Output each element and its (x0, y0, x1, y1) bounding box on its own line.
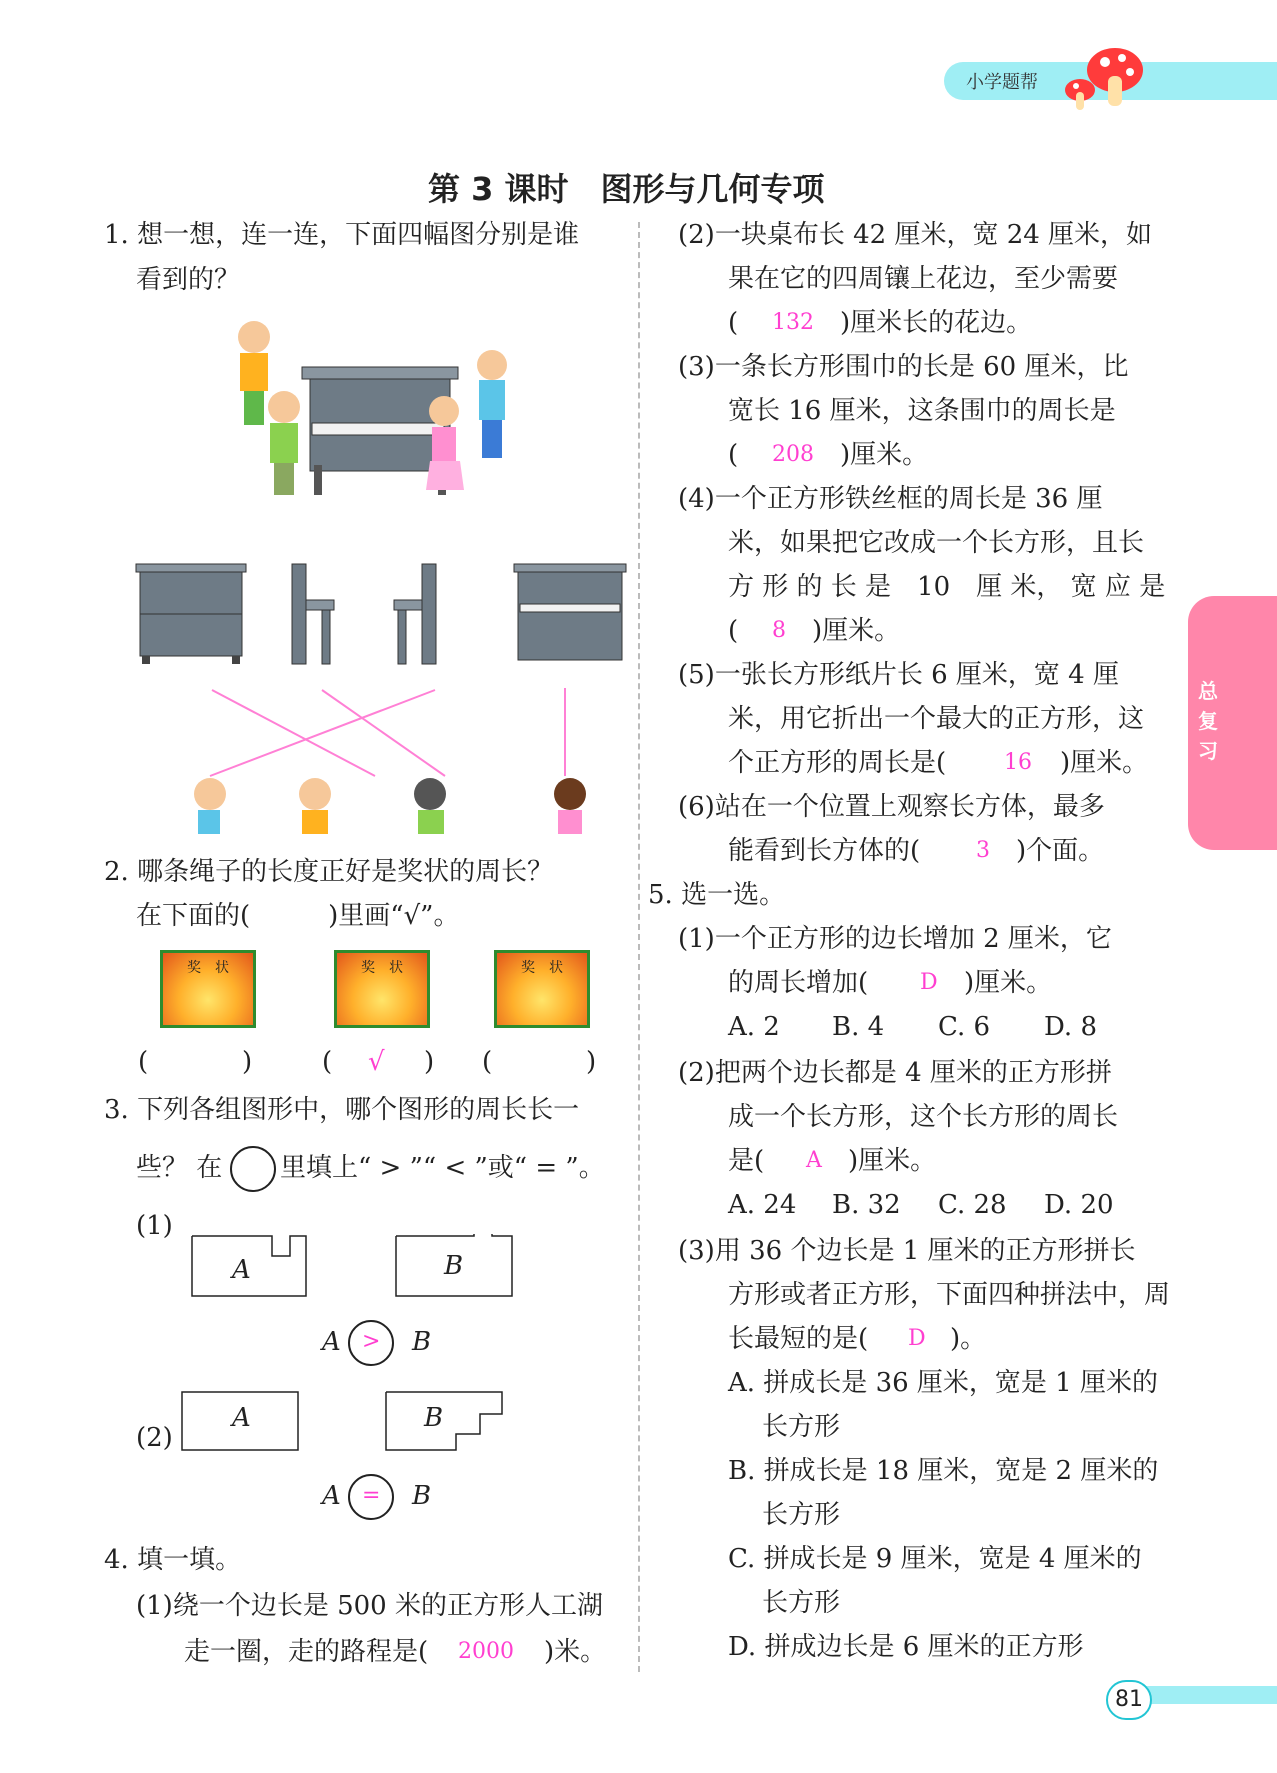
view-keyboard (514, 564, 626, 660)
q3-sub1-compare-a: A (322, 1327, 341, 1357)
q3-sub2-compare-b: B (412, 1481, 432, 1511)
q5-3-option-c-line2: 长方形 (762, 1588, 841, 1618)
q5-3-line3a: 长最短的是( (728, 1324, 869, 1354)
q5-1-line2b: )厘米。 (964, 968, 1053, 998)
q3-sub2-shape-a: A (232, 1403, 251, 1433)
q3-sub1-answer: > (362, 1329, 381, 1354)
q4-6-answer: 3 (976, 838, 990, 863)
q2-paren-1-open: ( (138, 1047, 149, 1077)
q4-6-line1: (6)站在一个位置上观察长方体，最多 (678, 792, 1105, 822)
q4-5-line1: (5)一张长方形纸片长 6 厘米，宽 4 厘 (678, 660, 1119, 690)
q4-3-line3b: )厘米。 (840, 440, 929, 470)
q2-paren-2-open: ( (322, 1047, 333, 1077)
page-number: 81 (1106, 1680, 1152, 1720)
q4-4-line3: 方 形 的 长 是 10 厘 米， 宽 应 是 (728, 572, 1166, 602)
q5-heading: 5. 选一选。 (648, 880, 786, 910)
q4-2-line3b: )厘米长的花边。 (840, 308, 1033, 338)
q3-sub2-shape-b: B (424, 1403, 444, 1433)
q2-paren-3-close: ) (586, 1047, 597, 1077)
q5-2-option-d: D. 20 (1044, 1190, 1114, 1220)
q3-line2b: 里填上“ > ”“ < ”或“ = ”。 (280, 1153, 605, 1183)
q3-sub2-compare-a: A (322, 1481, 341, 1511)
q4-5-line2: 米，用它折出一个最大的正方形，这 (728, 704, 1145, 734)
side-tab-label: 总复习 (1198, 679, 1218, 763)
q4-3-answer: 208 (772, 442, 814, 467)
q5-1-option-b: B. 4 (832, 1012, 885, 1042)
q4-1-line2b: )米。 (544, 1637, 607, 1667)
piano-views (132, 560, 632, 690)
q5-1-option-c: C. 6 (938, 1012, 991, 1042)
q4-3-line3a: ( (728, 440, 739, 470)
q3-sub1-compare-b: B (412, 1327, 432, 1357)
q4-6-line2b: )个面。 (1016, 836, 1105, 866)
q5-2-line3a: 是( (728, 1146, 765, 1176)
header-label: 小学题帮 (966, 72, 1038, 93)
q5-3-option-c-line1: C. 拼成长是 9 厘米，宽是 4 厘米的 (728, 1544, 1142, 1574)
q4-heading: 4. 填一填。 (104, 1545, 242, 1575)
q1-line1: 1. 想一想，连一连，下面四幅图分别是谁 (104, 220, 580, 250)
q4-4-answer: 8 (772, 618, 786, 643)
q5-2-option-b: B. 32 (832, 1190, 901, 1220)
q4-4-line2: 米，如果把它改成一个长方形，且长 (728, 528, 1145, 558)
q2-line1: 2. 哪条绳子的长度正好是奖状的周长？ (104, 857, 554, 887)
q3-line1: 3. 下列各组图形中，哪个图形的周长长一 (104, 1095, 580, 1125)
q3-sub2-label: (2) (136, 1423, 173, 1453)
q5-3-line3b: )。 (950, 1324, 987, 1354)
q5-2-option-c: C. 28 (938, 1190, 1007, 1220)
q5-3-line1: (3)用 36 个边长是 1 厘米的正方形拼长 (678, 1236, 1136, 1266)
q4-1-line2a: 走一圈，走的路程是( (184, 1637, 429, 1667)
q5-3-answer: D (908, 1326, 926, 1351)
q5-2-line1: (2)把两个边长都是 4 厘米的正方形拼 (678, 1058, 1112, 1088)
q4-4-line4b: )厘米。 (812, 616, 901, 646)
certificate-3: 奖 状 (494, 950, 590, 1028)
certificate-1: 奖 状 (160, 950, 256, 1028)
q3-sub1-shape-a: A (232, 1255, 251, 1285)
q5-2-line2: 成一个长方形，这个长方形的周长 (728, 1102, 1119, 1132)
piano-scene-illustration (222, 315, 522, 535)
q4-1-line1: (1)绕一个边长是 500 米的正方形人工湖 (136, 1591, 603, 1621)
q4-2-answer: 132 (772, 310, 814, 335)
q4-5-line3b: )厘米。 (1060, 748, 1149, 778)
view-front-cabinet (136, 564, 246, 664)
q4-5-answer: 16 (1004, 750, 1032, 775)
q5-1-option-d: D. 8 (1044, 1012, 1097, 1042)
q4-2-line2: 果在它的四周镶上花边，至少需要 (728, 264, 1119, 294)
view-side-left (292, 564, 334, 664)
q5-3-line2: 方形或者正方形，下面四种拼法中，周 (728, 1280, 1171, 1310)
q1-line2: 看到的？ (136, 265, 241, 295)
q4-4-line4a: ( (728, 616, 739, 646)
q2-line2: 在下面的( )里画“√”。 (136, 901, 460, 931)
q5-1-line1: (1)一个正方形的边长增加 2 厘米，它 (678, 924, 1112, 954)
q4-3-line1: (3)一条长方形围巾的长是 60 厘米，比 (678, 352, 1129, 382)
q3-sub2-shapes (180, 1390, 510, 1454)
q4-6-line2a: 能看到长方体的( (728, 836, 921, 866)
column-divider (638, 222, 640, 1672)
page-title: 第 3 课时 图形与几何专项 (428, 170, 825, 208)
q4-5-line3a: 个正方形的周长是( (728, 748, 947, 778)
matching-lines (180, 688, 620, 838)
q5-1-answer: D (920, 970, 938, 995)
q3-blank-circle (230, 1146, 276, 1192)
q2-paren-2-close: ) (424, 1047, 435, 1077)
q4-2-line1: (2)一块桌布长 42 厘米，宽 24 厘米，如 (678, 220, 1153, 250)
q5-2-answer: A (806, 1148, 822, 1173)
q5-3-option-b-line2: 长方形 (762, 1500, 841, 1530)
q4-2-line3a: ( (728, 308, 739, 338)
q4-1-answer: 2000 (458, 1639, 514, 1664)
q5-2-option-a: A. 24 (728, 1190, 797, 1220)
q3-line2a: 些？ 在 (136, 1153, 223, 1183)
view-side-right (394, 564, 436, 664)
q5-1-option-a: A. 2 (728, 1012, 780, 1042)
q3-sub1-shape-b: B (444, 1251, 464, 1281)
q5-3-option-d: D. 拼成边长是 6 厘米的正方形 (728, 1632, 1084, 1662)
q4-3-line2: 宽长 16 厘米，这条围巾的周长是 (728, 396, 1116, 426)
q3-sub1-label: (1) (136, 1211, 173, 1241)
q5-3-option-a-line2: 长方形 (762, 1412, 841, 1442)
q5-3-option-b-line1: B. 拼成长是 18 厘米，宽是 2 厘米的 (728, 1456, 1159, 1486)
q5-1-line2a: 的周长增加( (728, 968, 869, 998)
q4-4-line1: (4)一个正方形铁丝框的周长是 36 厘 (678, 484, 1103, 514)
q2-paren-1-close: ) (242, 1047, 253, 1077)
q5-2-line3b: )厘米。 (848, 1146, 937, 1176)
q2-answer-check: √ (368, 1047, 385, 1077)
mushroom-icon (1060, 40, 1150, 115)
certificate-2: 奖 状 (334, 950, 430, 1028)
q5-3-option-a-line1: A. 拼成长是 36 厘米，宽是 1 厘米的 (728, 1368, 1158, 1398)
q2-paren-3-open: ( (482, 1047, 493, 1077)
q3-sub2-answer: = (362, 1483, 381, 1508)
